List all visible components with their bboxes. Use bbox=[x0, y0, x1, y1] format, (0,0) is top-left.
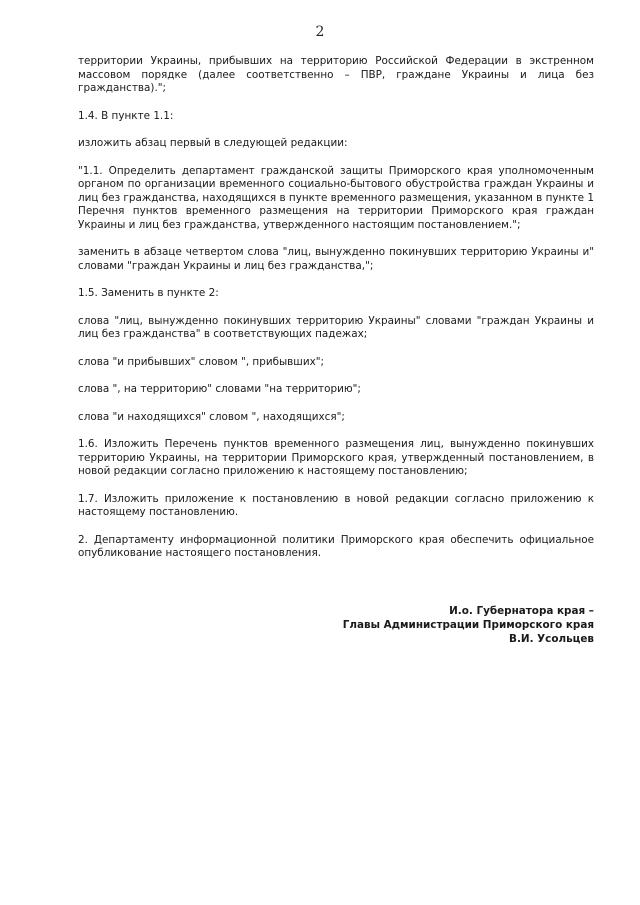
paragraph-item-1-4: 1.4. В пункте 1.1: bbox=[78, 109, 174, 122]
paragraph-words-2: слова "и прибывших" словом ", прибывших"; bbox=[78, 355, 324, 368]
signature-name: В.И. Усольцев bbox=[509, 633, 594, 645]
signature-block bbox=[343, 604, 594, 646]
paragraph-words-4: слова "и находящихся" словом ", находящихся"; bbox=[78, 410, 345, 423]
paragraph-words-3: слова ", на территорию" словами "на территорию"; bbox=[78, 383, 361, 395]
paragraph-replace-fourth: заменить в абзаце четвертом слова "лиц, вынужденно покинувших территорию Украины и" словами "граждан Украины и лиц без гражданства,"; bbox=[78, 246, 594, 272]
paragraph-continuation: территории Украины, прибывших на территорию Российской Федерации в экстренном массовом порядке (далее соответственно – ПВР, граждане Украины и лица без гражданства)."; bbox=[78, 55, 594, 94]
paragraph-instruction: изложить абзац первый в следующей редакции: bbox=[78, 137, 348, 149]
paragraph-item-1-7: 1.7. Изложить приложение к постановлению в новой редакции согласно приложению к настоящему постановлению. bbox=[78, 492, 594, 518]
paragraph-quote-1-1: "1.1. Определить департамент гражданской защиты Приморского края уполномоченным органом по организации временного социально-бытового обустройства граждан Украины и лиц без гражданства, находящихся в пункте временного размещения, указанном в пункте 1 Перечня пунктов временного размещения на территории Приморского края граждан Украины и лиц без гражданства, утвержденного настоящим постановлением."; bbox=[78, 164, 594, 231]
paragraph-item-1-6: 1.6. Изложить Перечень пунктов временного размещения лиц, вынужденно покинувших территорию Украины, на территории Приморского края, утвержденный постановлением, в новой редакции согласно приложению к настоящему постановлению; bbox=[78, 438, 594, 477]
signature-title-line2: Главы Администрации Приморского края bbox=[342, 619, 594, 631]
paragraph-item-1-5: 1.5. Заменить в пункте 2: bbox=[78, 287, 219, 299]
paragraph-item-2: 2. Департаменту информационной политики Приморского края обеспечить официальное опубликование настоящего постановления. bbox=[78, 533, 594, 559]
document-body bbox=[78, 55, 594, 575]
paragraph-words-1: слова "лиц, вынужденно покинувших территорию Украины" словами "граждан Украины и лиц без гражданства" в соответствующих падежах; bbox=[78, 314, 594, 340]
page-number: 2 bbox=[315, 24, 325, 40]
signature-title-line1: И.о. Губернатора края – bbox=[449, 605, 594, 617]
